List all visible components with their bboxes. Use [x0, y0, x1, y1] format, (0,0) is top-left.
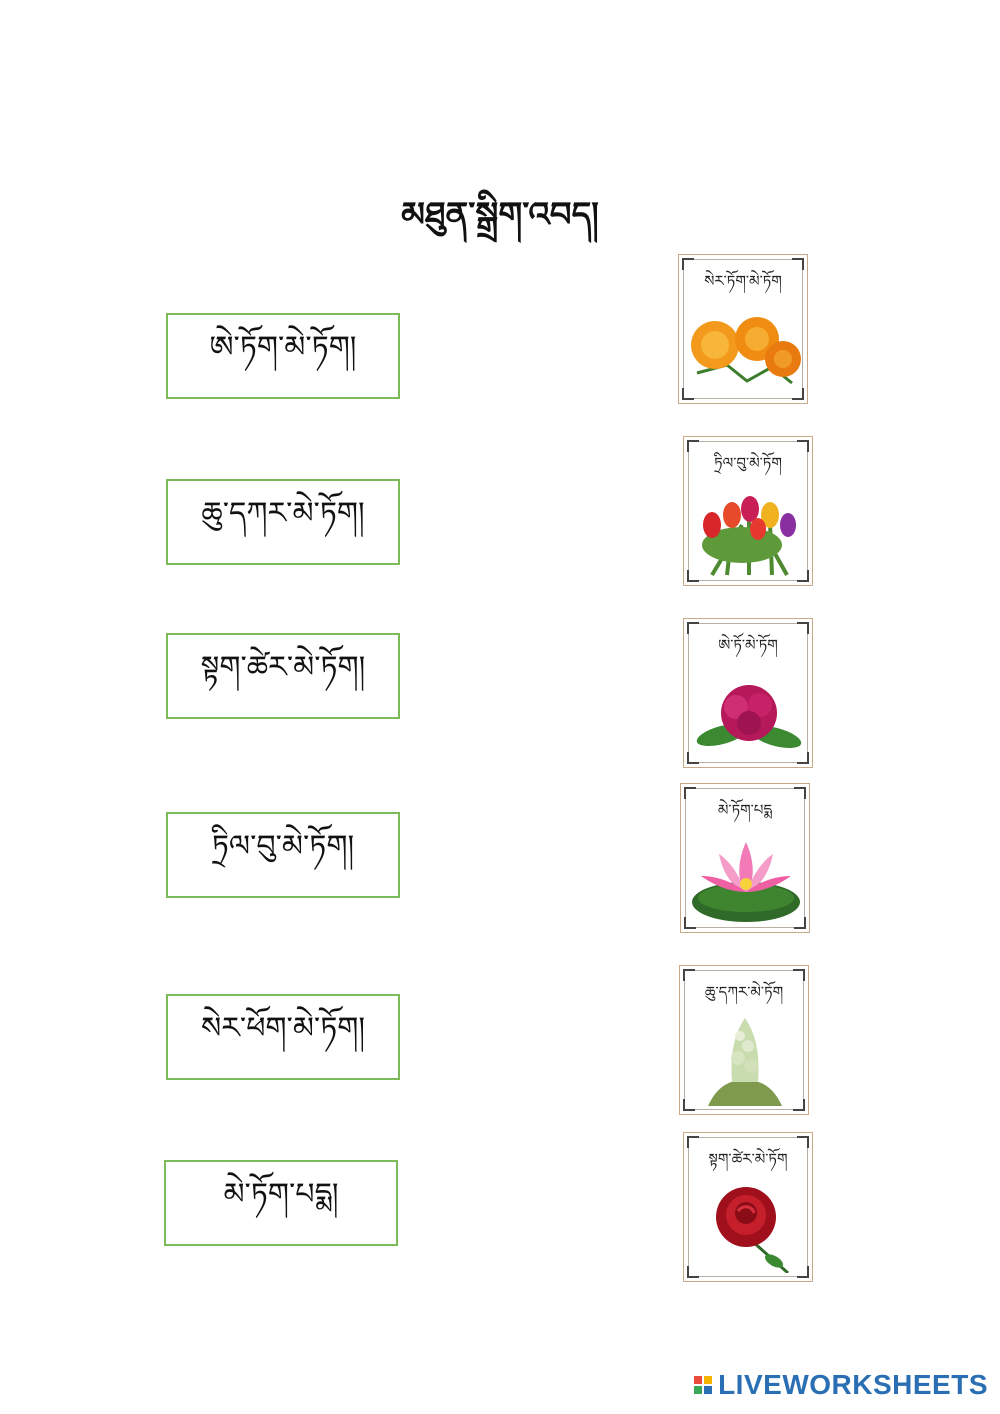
brand-text: LIVEWORKSHEETS [718, 1369, 988, 1400]
magenta-flower-icon [692, 667, 806, 759]
page-title: མཐུན་སྒྲིག་འབད། [401, 195, 599, 235]
name-box-5[interactable]: སེར་ཕོག་མེ་ཏོག། [166, 994, 400, 1080]
rose-icon [692, 1181, 806, 1273]
card-caption: ཆུ་དཀར་མེ་ཏོག [704, 983, 784, 1001]
name-box-2[interactable]: ཆུ་དཀར་མེ་ཏོག། [166, 479, 400, 565]
marigold-icon [687, 303, 801, 395]
flower-card-rose[interactable] [683, 1132, 813, 1282]
card-caption: ཏྲིལ་བུ་མེ་ཏོག [714, 454, 782, 472]
card-caption: སྟག་ཚེར་མེ་ཏོག [708, 1150, 788, 1168]
tulip-bouquet-icon [692, 485, 806, 577]
name-box-4[interactable]: ཏྲིལ་བུ་མེ་ཏོག། [166, 812, 400, 898]
white-flower-icon [688, 1014, 802, 1106]
name-box-3[interactable]: སྟག་ཚེར་མེ་ཏོག། [166, 633, 400, 719]
card-caption: སེར་ཏོག་མེ་ཏོག [704, 272, 782, 290]
flower-card-magenta[interactable] [683, 618, 813, 768]
logo-icon [694, 1376, 712, 1394]
flower-card-white[interactable] [679, 965, 809, 1115]
flower-card-marigold[interactable] [678, 254, 808, 404]
flower-card-tulip[interactable] [683, 436, 813, 586]
flower-card-lotus[interactable] [680, 783, 810, 933]
liveworksheets-logo[interactable] [694, 1370, 988, 1400]
name-box-1[interactable]: ཨེ་ཏོག་མེ་ཏོག། [166, 313, 400, 399]
card-caption: མེ་ཏོག་པདྨ [717, 801, 773, 819]
lotus-icon [689, 832, 803, 924]
name-box-6[interactable]: མེ་ཏོག་པདྨ། [164, 1160, 398, 1246]
card-caption: ཨེ་ཏོ་མེ་ཏོག [718, 636, 778, 654]
